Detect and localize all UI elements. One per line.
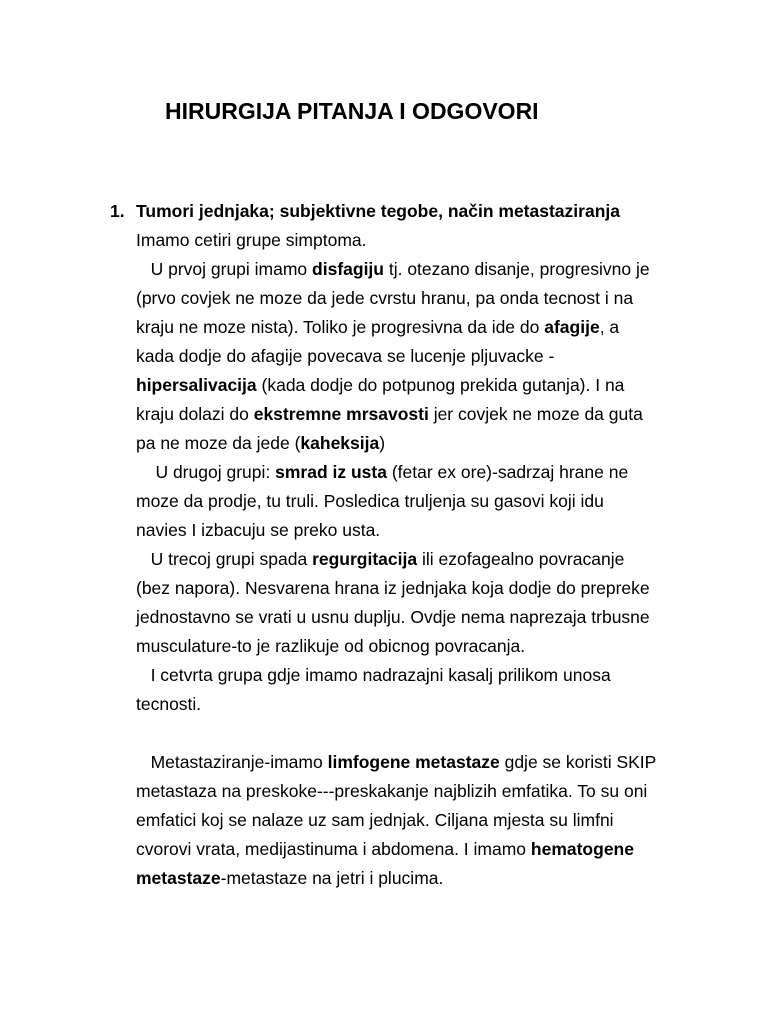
answer-line (136, 603, 650, 632)
answer-line (136, 632, 525, 661)
answer-line (136, 313, 619, 342)
answer-line (136, 429, 385, 458)
answer-line (136, 545, 624, 574)
text-run: tecnosti. (136, 694, 202, 714)
answer-line (136, 226, 367, 255)
text-run: kraju dolazi do (136, 404, 254, 424)
text-run: musculature-to je razlikuje od obicnog povracanja. (136, 636, 526, 656)
answer-line (136, 516, 380, 545)
text-run: Metastaziranje-imamo (136, 752, 328, 772)
text-run: metastaza na preskoke---preskakanje najblizih emfatika. To su oni (136, 781, 648, 801)
bold-term: limfogene metastaze (327, 752, 500, 772)
text-run: tj. otezano disanje, progresivno je (383, 259, 650, 279)
text-run: emfatici koj se nalaze uz sam jednjak. Ciljana mjesta su limfni (136, 810, 614, 830)
text-run: (kada dodje do potpunog prekida gutanja). I na (256, 375, 625, 395)
text-run: U prvoj grupi imamo (136, 259, 313, 279)
text-run: (bez napora). Nesvarena hrana iz jednjaka koja dodje do prepreke (136, 578, 650, 598)
answer-line (136, 864, 443, 893)
bold-term: disfagiju (312, 259, 384, 279)
bold-term: regurgitacija (312, 549, 418, 569)
text-run: Imamo cetiri grupe simptoma. (136, 230, 367, 250)
bold-term: ekstremne mrsavosti (253, 404, 429, 424)
bold-term: metastaze (136, 868, 221, 888)
answer-line (136, 458, 628, 487)
text-run: jednostavno se vrati u usnu duplju. Ovdje nema naprezaja trbusne (136, 607, 650, 627)
answer-line (136, 255, 650, 284)
bold-term: kaheksija (300, 433, 380, 453)
answer-line (136, 748, 656, 777)
text-run: (prvo covjek ne moze da jede cvrstu hranu, pa onda tecnost i na (136, 288, 634, 308)
text-run: (fetar ex ore)-sadrzaj hrane ne (386, 462, 629, 482)
answer-line (136, 487, 604, 516)
bold-term: hipersalivacija (136, 375, 257, 395)
text-run: ili ezofagealno povracanje (417, 549, 625, 569)
text-run: U drugoj grupi: (136, 462, 276, 482)
text-run: kraju ne moze nista). Toliko je progresivna da ide do (136, 317, 545, 337)
text-run: cvorovi vrata, medijastinuma i abdomena. I imamo (136, 839, 531, 859)
answer-line (136, 400, 643, 429)
answer-line (136, 806, 614, 835)
text-run: ) (379, 433, 386, 453)
answer-line (136, 690, 201, 719)
answer-line (136, 835, 634, 864)
bold-term: hematogene (530, 839, 634, 859)
text-run: jer covjek ne moze da guta (428, 404, 643, 424)
text-run: -metastaze na jetri i plucima. (220, 868, 444, 888)
text-run: navies I izbacuju se preko usta. (136, 520, 381, 540)
text-run: pa ne moze da jede ( (136, 433, 301, 453)
question-number: 1. (110, 201, 125, 221)
bold-term: smrad iz usta (275, 462, 387, 482)
text-run: U trecoj grupi spada (136, 549, 313, 569)
answer-line (136, 574, 650, 603)
answer-line (136, 284, 633, 313)
text-run: moze da prodje, tu truli. Posledica truljenja su gasovi koji idu (136, 491, 604, 511)
text-run: , a (599, 317, 620, 337)
answer-line (136, 342, 554, 371)
text-run: I cetvrta grupa gdje imamo nadrazajni kasalj prilikom unosa (136, 665, 611, 685)
document-title: HIRURGIJA PITANJA I ODGOVORI (165, 98, 539, 124)
bold-term: afagije (544, 317, 600, 337)
text-run: kada dodje do afagije povecava se lucenje pljuvacke - (136, 346, 555, 366)
answer-line (136, 777, 647, 806)
text-run: gdje se koristi SKIP (499, 752, 657, 772)
question-title: Tumori jednjaka; subjektivne tegobe, način metastaziranja (136, 201, 620, 221)
answer-line (136, 661, 611, 690)
answer-line (136, 371, 624, 400)
